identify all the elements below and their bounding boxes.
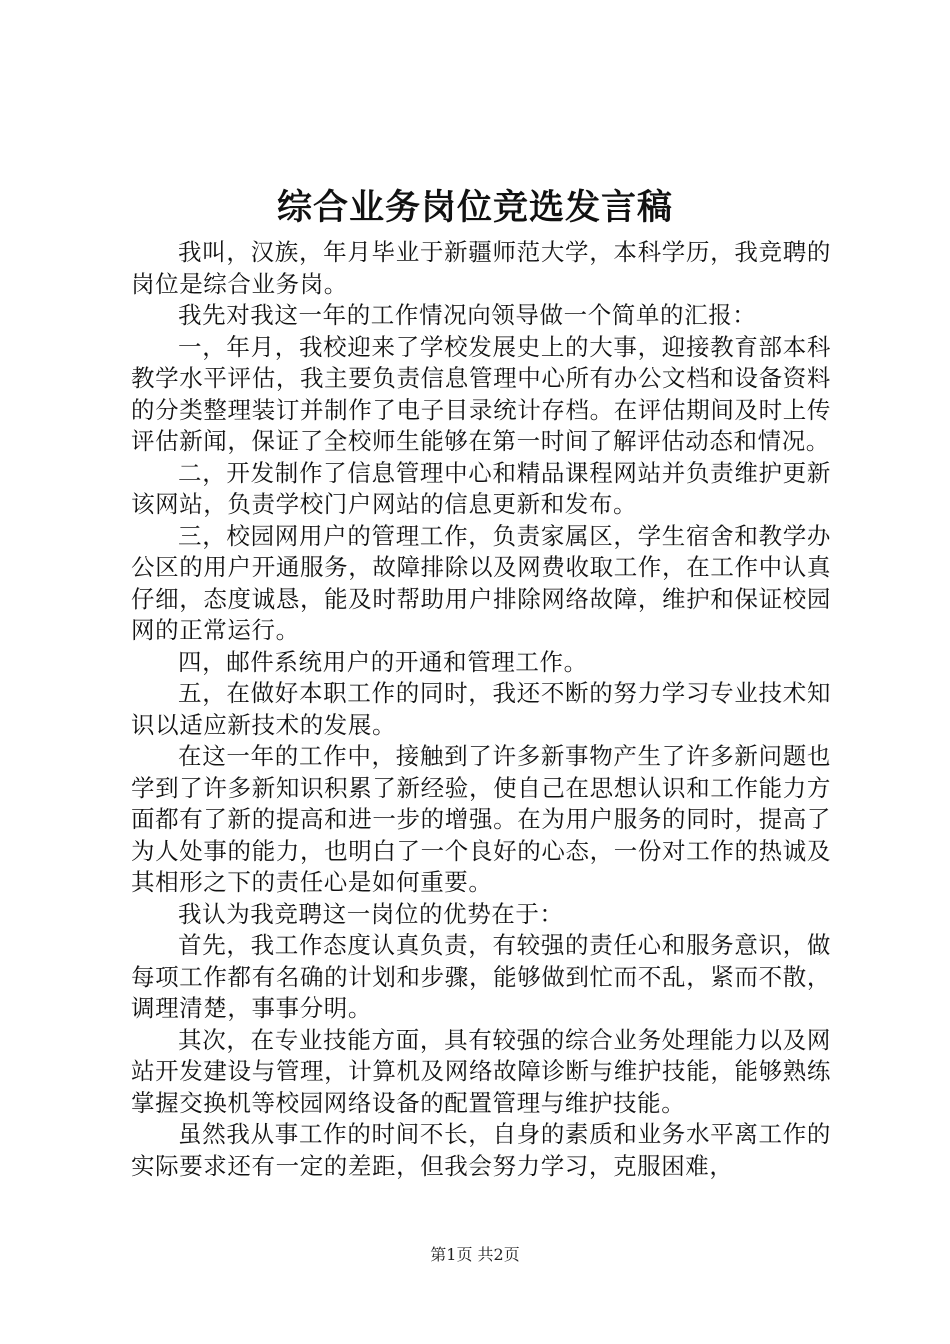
paragraph-item-3: 三，校园网用户的管理工作，负责家属区，学生宿舍和教学办公区的用户开通服务，故障排除以及网费收取工作，在工作中认真仔细，态度诚恳，能及时帮助用户排除网络故障，维护和保证校园网的正常运行。 (131, 521, 831, 644)
paragraph-item-4: 四，邮件系统用户的开通和管理工作。 (178, 647, 588, 676)
paragraph-item-5: 五，在做好本职工作的同时，我还不断的努力学习专业技术知识以适应新技术的发展。 (131, 679, 831, 739)
page-footer: 第1页 共2页 (430, 1245, 520, 1264)
paragraph-item-2: 二，开发制作了信息管理中心和精品课程网站并负责维护更新该网站，负责学校门户网站的信息更新和发布。 (131, 458, 831, 518)
paragraph-item-1: 一，年月，我校迎来了学校发展史上的大事，迎接教育部本科教学水平评估，我主要负责信息管理中心所有办公文档和设备资料的分类整理装订并制作了电子目录统计存档。在评估期间及时上传评估新闻，保证了全校师生能够在第一时间了解评估动态和情况。 (131, 332, 831, 455)
paragraph-advantages-lead: 我认为我竞聘这一岗位的优势在于： (178, 899, 564, 928)
paragraph-first-advantage: 首先，我工作态度认真负责，有较强的责任心和服务意识，做每项工作都有名确的计划和步骤，能够做到忙而不乱，紧而不散，调理清楚，事事分明。 (131, 931, 831, 1022)
paragraph-second-advantage: 其次，在专业技能方面，具有较强的综合业务处理能力以及网站开发建设与管理，计算机及网络故障诊断与维护技能，能够熟练掌握交换机等校园网络设备的配置管理与维护技能。 (131, 1025, 831, 1117)
paragraph-report-lead: 我先对我这一年的工作情况向领导做一个简单的汇报： (178, 301, 757, 329)
document-title: 综合业务岗位竞选发言稿 (276, 187, 673, 228)
document-body (131, 237, 831, 1182)
paragraph-intro: 我叫，汉族，年月毕业于新疆师范大学，本科学历，我竞聘的岗位是综合业务岗。 (131, 238, 831, 298)
paragraph-summary: 在这一年的工作中，接触到了许多新事物产生了许多新问题也学到了许多新知识积累了新经验，使自己在思想认识和工作能力方面都有了新的提高和进一步的增强。在为用户服务的同时，提高了为人处事的能力，也明白了一个良好的心态，一份对工作的热诚及其相形之下的责任心是如何重要。 (131, 742, 831, 896)
paragraph-closing: 虽然我从事工作的时间不长，自身的素质和业务水平离工作的实际要求还有一定的差距，但我会努力学习，克服困难， (131, 1120, 831, 1180)
